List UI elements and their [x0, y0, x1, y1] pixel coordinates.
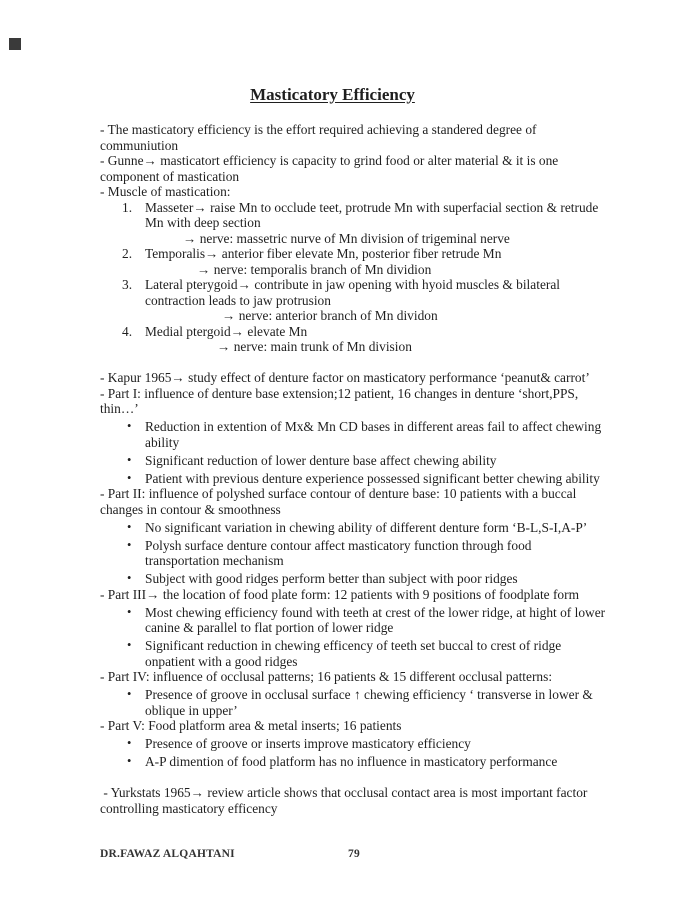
doc-line-text: component of mastication: [100, 168, 240, 184]
doc-line-text: Significant reduction of lower denture base affect chewing ability: [145, 452, 497, 468]
page-footer: [100, 848, 620, 860]
bullet-icon: •: [127, 638, 132, 652]
numbered-item: [100, 277, 620, 293]
doc-line: [100, 339, 620, 355]
bullet-icon: •: [127, 519, 132, 534]
doc-line: [100, 801, 620, 817]
doc-line: [100, 669, 620, 685]
doc-line-text: Masseter→ raise Mn to occlude teet, protrude Mn with superfacial section & retrude: [145, 199, 599, 215]
list-item: [100, 736, 620, 752]
doc-line-text: onpatient with a good ridges: [145, 653, 298, 669]
doc-line: [100, 184, 620, 200]
doc-line: [100, 293, 620, 309]
doc-line-text: communiution: [100, 137, 179, 153]
bullet-icon: •: [127, 736, 132, 750]
doc-line-text: - Part II: influence of polyshed surface contour of denture base: 10 patients with a buccal: [100, 486, 577, 501]
doc-line-text: Polysh surface denture contour affect masticatory function through food: [145, 537, 532, 553]
doc-line-text: Lateral pterygoid→ contribute in jaw opening with hyoid muscles & bilateral: [145, 277, 561, 292]
doc-line-text: - Muscle of mastication:: [100, 184, 231, 199]
doc-line: [100, 435, 620, 451]
doc-line-text: - Part I: influence of denture base extension;12 patient, 16 changes in denture ‘short,PPS,: [100, 385, 579, 401]
doc-line: [100, 785, 620, 801]
doc-line: [100, 153, 620, 169]
doc-line-text: controlling masticatory efficency: [100, 800, 278, 816]
doc-line: [100, 620, 620, 636]
bullet-icon: •: [127, 537, 132, 552]
bullet-icon: •: [127, 419, 132, 433]
list-item: [100, 638, 620, 654]
doc-line-text: canine & parallel to flat portion of lower ridge: [145, 620, 394, 635]
doc-line-text: - Gunne→ masticatort efficiency is capacity to grind food or alter material & it is one: [100, 153, 559, 168]
doc-line-text: changes in contour & smoothness: [100, 501, 281, 517]
page-content: [100, 0, 620, 816]
doc-line-text: Subject with good ridges perform better than subject with poor ridges: [145, 571, 518, 586]
doc-line-text: - Kapur 1965→ study effect of denture factor on masticatory performance ‘peanut& carrot’: [100, 370, 590, 385]
doc-line: [100, 401, 620, 417]
doc-line-text: Temporalis→ anterior fiber elevate Mn, posterior fiber retrude Mn: [145, 246, 502, 261]
doc-line: [100, 169, 620, 185]
list-item: [100, 471, 620, 487]
number-label: 3.: [122, 277, 133, 292]
doc-line-text: A-P dimention of food platform has no influence in masticatory performance: [145, 754, 558, 769]
document-body: [100, 122, 620, 816]
doc-line: [100, 355, 620, 371]
doc-line-text: No significant variation in chewing ability of different denture form ‘B-L,S-I,A-P’: [145, 519, 588, 535]
doc-line-text: Presence of groove in occlusal surface ↑ chewing efficiency ‘ transverse in lower &: [145, 687, 593, 702]
list-item: [100, 571, 620, 587]
doc-line-text: Most chewing efficiency found with teeth at crest of the lower ridge, at hight of lower: [145, 604, 606, 620]
bullet-icon: •: [127, 687, 132, 701]
doc-line: [100, 215, 620, 231]
page-title: [100, 84, 620, 106]
doc-line: [100, 587, 620, 603]
doc-line: [100, 122, 620, 138]
doc-line-text: thin…’: [100, 401, 139, 416]
doc-line-text: transportation mechanism: [145, 553, 284, 568]
bullet-icon: •: [127, 571, 132, 585]
numbered-item: [100, 246, 620, 262]
number-label: 4.: [122, 323, 133, 339]
list-item: [100, 754, 620, 770]
doc-line: [100, 308, 620, 324]
bullet-icon: •: [127, 754, 132, 768]
numbered-item: [100, 324, 620, 340]
footer-author: DR.FAWAZ ALQAHTANI: [100, 848, 235, 860]
list-item: [100, 419, 620, 435]
doc-line: [100, 553, 620, 569]
doc-line-text: Medial ptergoid→ elevate Mn: [145, 323, 308, 339]
bullet-icon: •: [127, 470, 132, 485]
doc-line: [100, 231, 620, 247]
list-item: [100, 605, 620, 621]
doc-line-text: oblique in upper’: [145, 702, 238, 718]
doc-line-text: Reduction in extention of Mx& Mn CD bases in different areas fail to affect chewing: [145, 419, 602, 434]
list-item: [100, 520, 620, 536]
doc-line: [100, 370, 620, 386]
doc-line-text: - The masticatory efficiency is the effort required achieving a standered degree of: [100, 122, 537, 137]
doc-line: [100, 654, 620, 670]
doc-line: [100, 703, 620, 719]
doc-line: [100, 502, 620, 518]
doc-line-text: - Part V: Food platform area & metal inserts; 16 patients: [100, 718, 402, 733]
number-label: 1.: [122, 199, 133, 215]
doc-line: [100, 262, 620, 278]
list-item: [100, 538, 620, 554]
doc-line-text: - Yurkstats 1965→ review article shows that occlusal contact area is most important factor: [100, 785, 588, 800]
doc-line: [100, 486, 620, 502]
doc-line-text: - Part IV: influence of occlusal patterns; 16 patients & 15 different occlusal patterns:: [100, 669, 553, 684]
doc-line-text: → nerve: temporalis branch of Mn dividion: [197, 261, 432, 277]
doc-line-text: Mn with deep section: [145, 215, 261, 230]
numbered-item: [100, 200, 620, 216]
corner-mark: [9, 38, 21, 50]
doc-line: [100, 138, 620, 154]
doc-line: [100, 386, 620, 402]
bullet-icon: •: [127, 604, 132, 619]
doc-line-text: Significant reduction in chewing efficency of teeth set buccal to crest of ridge: [145, 638, 562, 653]
doc-line-text: → nerve: anterior branch of Mn dividon: [222, 308, 438, 323]
doc-line-text: - Part III→ the location of food plate form: 12 patients with 9 positions of foodplate form: [100, 586, 579, 602]
list-item: [100, 453, 620, 469]
number-label: 2.: [122, 246, 133, 261]
list-item: [100, 687, 620, 703]
footer-page-number: 79: [348, 848, 360, 860]
bullet-icon: •: [127, 452, 132, 467]
doc-line-text: Presence of groove or inserts improve masticatory efficiency: [145, 736, 471, 751]
doc-line: [100, 770, 620, 786]
doc-line: [100, 718, 620, 734]
doc-line-text: → nerve: massetric nurve of Mn division of trigeminal nerve: [183, 230, 510, 246]
page-title-text: Masticatory Efficiency: [250, 85, 415, 104]
doc-line-text: ability: [145, 434, 180, 450]
doc-line-text: → nerve: main trunk of Mn division: [217, 339, 412, 354]
doc-line-text: Patient with previous denture experience possessed significant better chewing ability: [145, 470, 600, 486]
doc-line-text: contraction leads to jaw protrusion: [145, 292, 331, 308]
